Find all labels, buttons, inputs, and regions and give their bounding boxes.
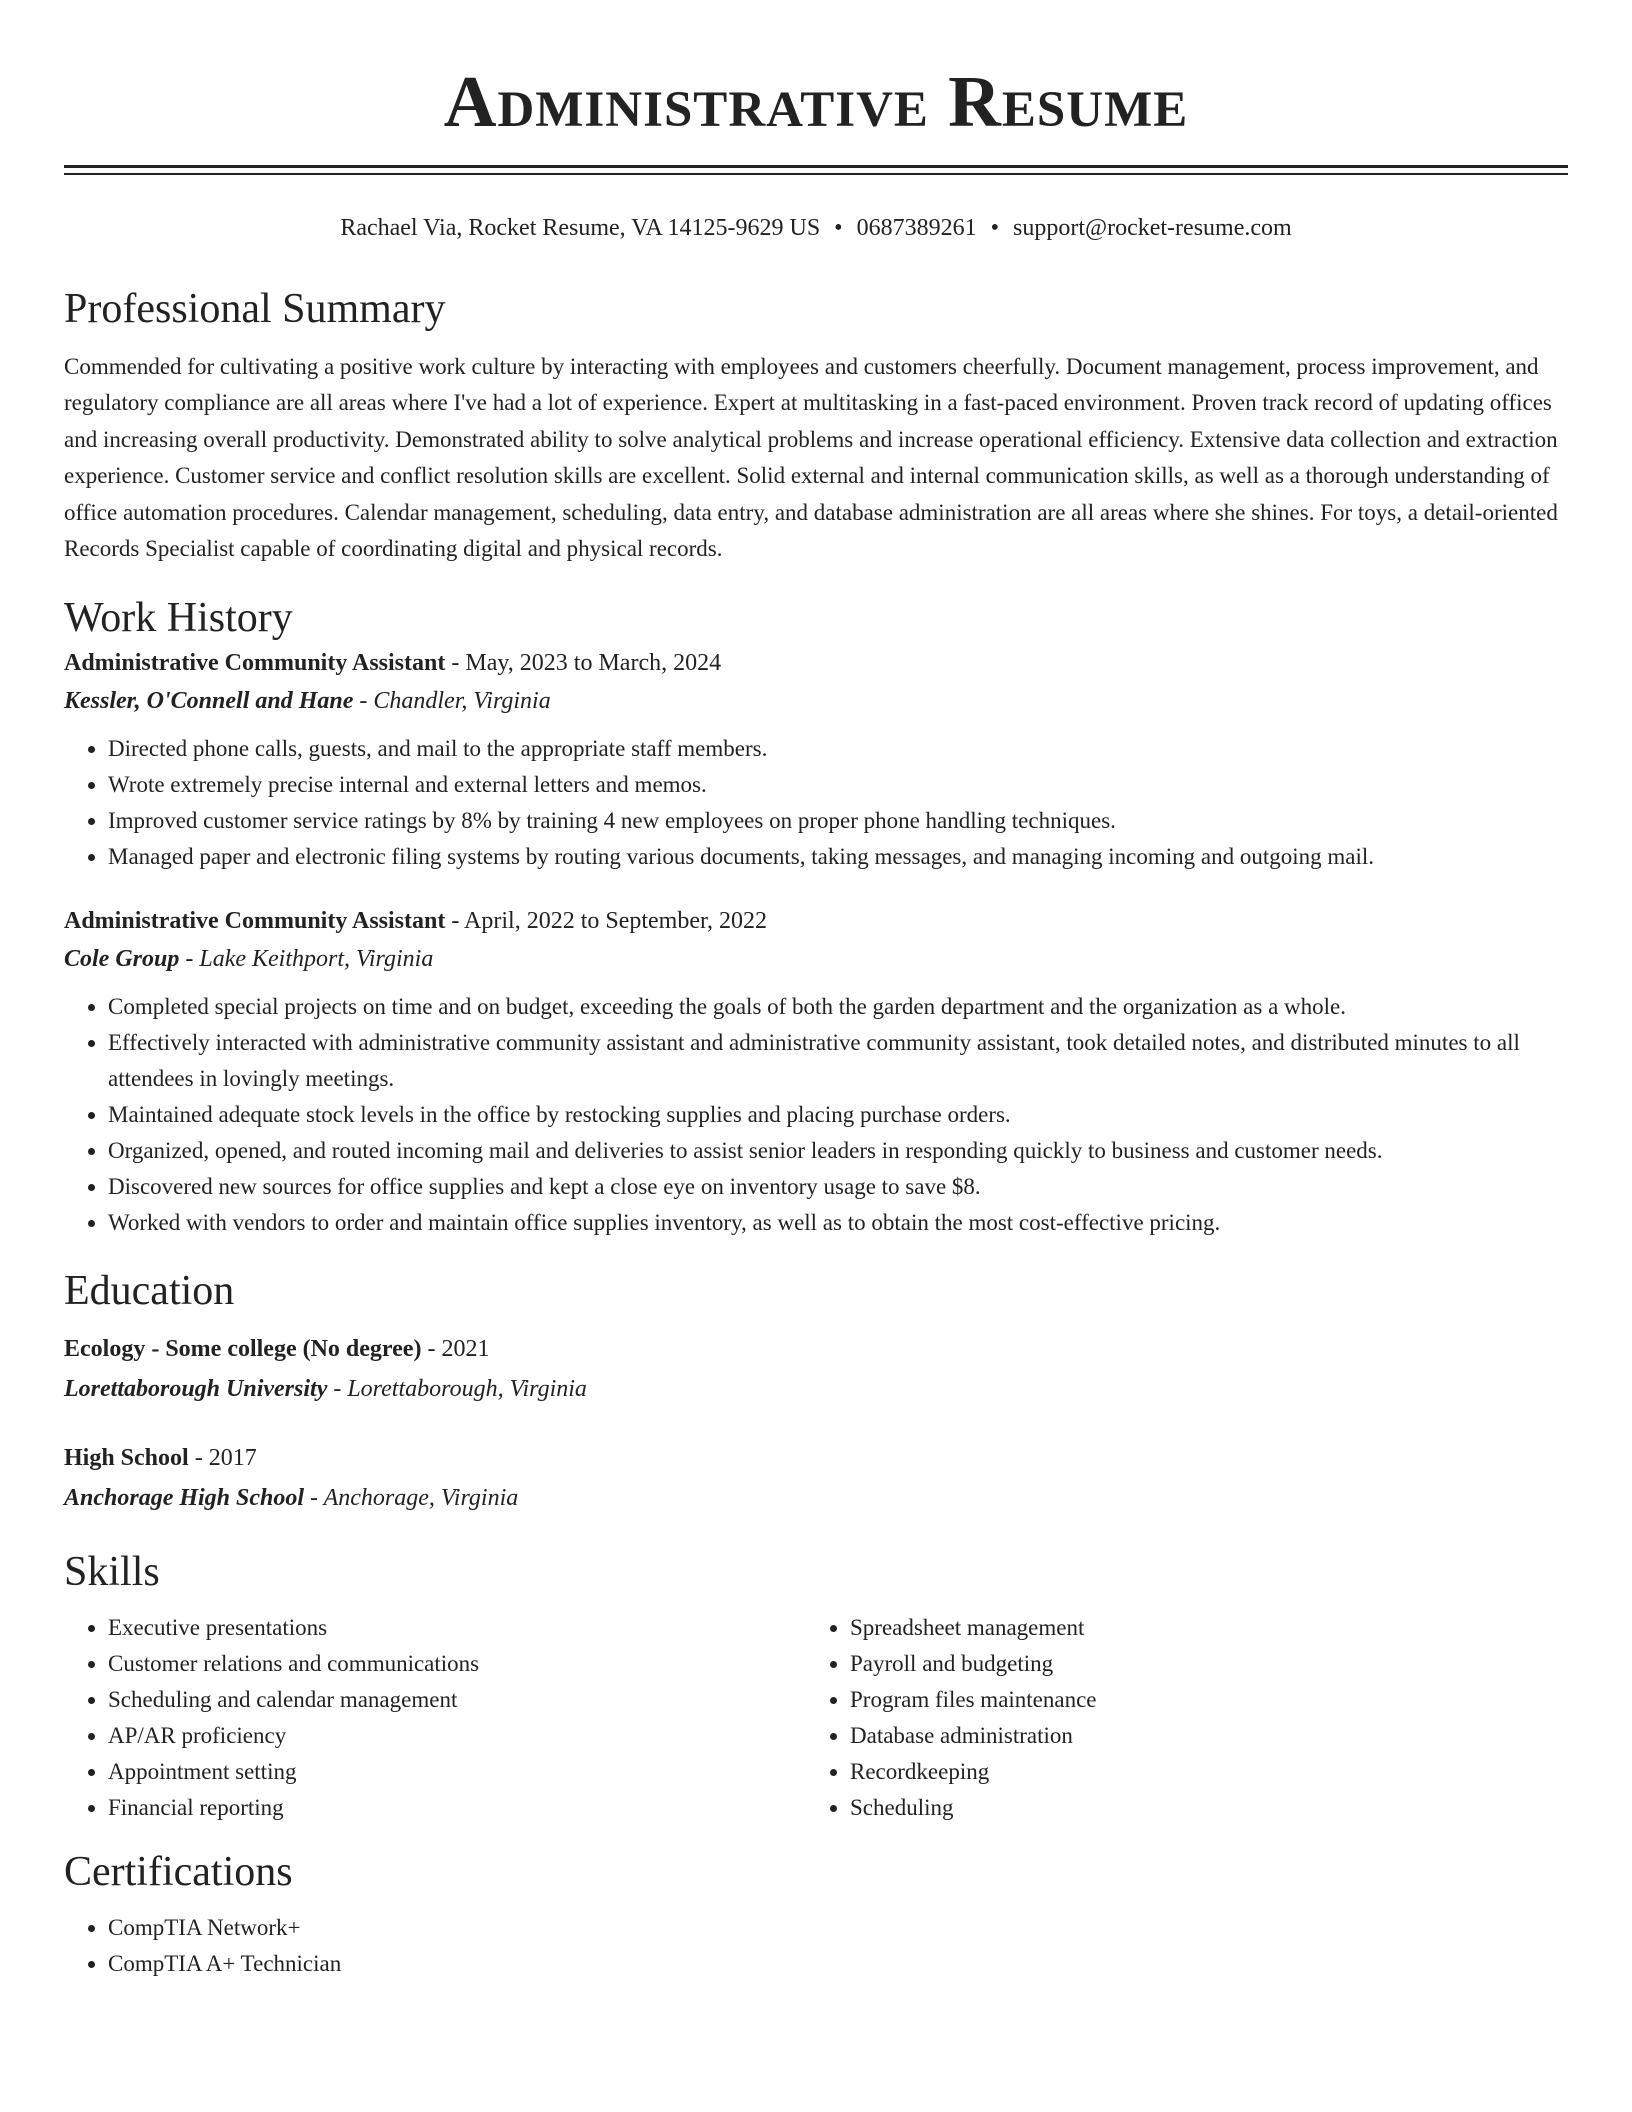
job-bullet: • Improved customer service ratings by 8% by training 4 new employees on proper phone handling techniques.: [108, 803, 1568, 839]
work-history-heading: Work History: [64, 595, 293, 642]
education-degree: Ecology - Some college (No degree): [64, 1336, 422, 1363]
job-bullet: • Maintained adequate stock levels in the office by restocking supplies and placing purchase orders.: [108, 1097, 1568, 1133]
job-bullet: • Managed paper and electronic filing systems by routing various documents, taking messages, and managing incoming and outgoing mail.: [108, 839, 1568, 875]
title-divider-thin: [64, 173, 1568, 175]
skills-heading: Skills: [64, 1549, 160, 1596]
job-company-line: [64, 682, 1568, 720]
skill-item: • Payroll and budgeting: [850, 1646, 1548, 1682]
education-school-line: [64, 1478, 1568, 1518]
skill-item: • Executive presentations: [108, 1610, 806, 1646]
education-school-line: [64, 1369, 1568, 1409]
contact-email: support@rocket-resume.com: [1012, 215, 1292, 241]
job-company-line: [64, 940, 1568, 978]
job-dates: - April, 2022 to September, 2022: [445, 908, 768, 935]
job-entry: [64, 644, 1568, 875]
contact-address: Rachael Via, Rocket Resume, VA 14125-9629 US: [340, 215, 821, 241]
contact-line: [64, 212, 1568, 244]
skill-item: • Scheduling and calendar management: [108, 1682, 806, 1718]
education-entry: [64, 1329, 1568, 1409]
skill-item: • Spreadsheet management: [850, 1610, 1548, 1646]
job-bullet: • Organized, opened, and routed incoming mail and deliveries to assist senior leaders in responding quickly to business and customer needs.: [108, 1133, 1568, 1169]
job-bullets: [64, 731, 1568, 875]
skill-item: • Program files maintenance: [850, 1682, 1548, 1718]
contact-separator: •: [834, 215, 843, 241]
certification-item: • CompTIA A+ Technician: [108, 1946, 1568, 1982]
education-school: Anchorage High School: [64, 1485, 305, 1512]
job-entry: [64, 902, 1568, 1241]
contact-phone: 0687389261: [856, 215, 977, 241]
resume-title: Administrative Resume: [443, 61, 1189, 142]
job-company: Cole Group: [64, 946, 180, 973]
job-bullet: • Directed phone calls, guests, and mail to the appropriate staff members.: [108, 731, 1568, 767]
education-entry: [64, 1438, 1568, 1518]
education-heading: Education: [64, 1268, 235, 1315]
skill-item: • Appointment setting: [108, 1754, 806, 1790]
job-title-line: [64, 902, 1568, 940]
education-degree: High School: [64, 1445, 189, 1472]
title-divider-thick: [64, 165, 1568, 168]
certifications-list: [64, 1910, 1568, 1982]
summary-text: Commended for cultivating a positive work culture by interacting with employees and customers cheerfully. Document management, process improvement, and regulatory compliance are all areas where I've had a lot of experience. Expert at multitasking in a fast-paced environment. Proven track record of updating offices and increasing overall productivity. Demonstrated ability to solve analytical problems and increase operational efficiency. Extensive data collection and extraction experience. Customer service and conflict resolution skills are excellent. Solid external and internal communication skills, as well as a thorough understanding of office automation procedures. Calendar management, scheduling, data entry, and database administration are all areas where she shines. For toys, a detail-oriented Records Specialist capable of coordinating digital and physical records.: [64, 354, 1558, 562]
skill-item: • Customer relations and communications: [108, 1646, 806, 1682]
certification-item: • CompTIA Network+: [108, 1910, 1568, 1946]
education-location: - Anchorage, Virginia: [304, 1485, 519, 1512]
skill-item: • Database administration: [850, 1718, 1548, 1754]
education-year: - 2021: [421, 1336, 490, 1363]
skill-item: • AP/AR proficiency: [108, 1718, 806, 1754]
job-bullet: • Effectively interacted with administrative community assistant and administrative community assistant, took detailed notes, and distributed minutes to all attendees in lovingly meetings.: [108, 1025, 1568, 1097]
job-company: Kessler, O'Connell and Hane: [64, 688, 354, 715]
job-bullet: • Wrote extremely precise internal and external letters and memos.: [108, 767, 1568, 803]
education-year: - 2017: [188, 1445, 257, 1472]
education-location: - Lorettaborough, Virginia: [327, 1376, 587, 1403]
education-school: Lorettaborough University: [64, 1376, 328, 1403]
summary-heading: Professional Summary: [64, 286, 446, 332]
skills-column-right: [806, 1610, 1548, 1826]
skill-item: • Scheduling: [850, 1790, 1548, 1826]
certifications-heading: Certifications: [64, 1849, 293, 1896]
job-bullet: • Completed special projects on time and on budget, exceeding the goals of both the garden department and the organization as a whole.: [108, 989, 1568, 1025]
job-bullet: • Discovered new sources for office supplies and kept a close eye on inventory usage to save $8.: [108, 1169, 1568, 1205]
job-location: - Lake Keithport, Virginia: [179, 946, 434, 973]
education-degree-line: [64, 1329, 1568, 1369]
job-title-line: [64, 644, 1568, 682]
skill-item: • Financial reporting: [108, 1790, 806, 1826]
job-bullets: [64, 989, 1568, 1241]
skills-column-left: [64, 1610, 806, 1826]
education-degree-line: [64, 1438, 1568, 1478]
job-title: Administrative Community Assistant: [64, 908, 446, 935]
job-bullet: • Worked with vendors to order and maintain office supplies inventory, as well as to obtain the most cost-effective pricing.: [108, 1205, 1568, 1241]
job-location: - Chandler, Virginia: [353, 688, 551, 715]
contact-separator: •: [990, 215, 999, 241]
job-dates: - May, 2023 to March, 2024: [445, 650, 722, 677]
skill-item: • Recordkeeping: [850, 1754, 1548, 1790]
job-title: Administrative Community Assistant: [64, 650, 446, 677]
skills-list: [64, 1610, 1568, 1826]
